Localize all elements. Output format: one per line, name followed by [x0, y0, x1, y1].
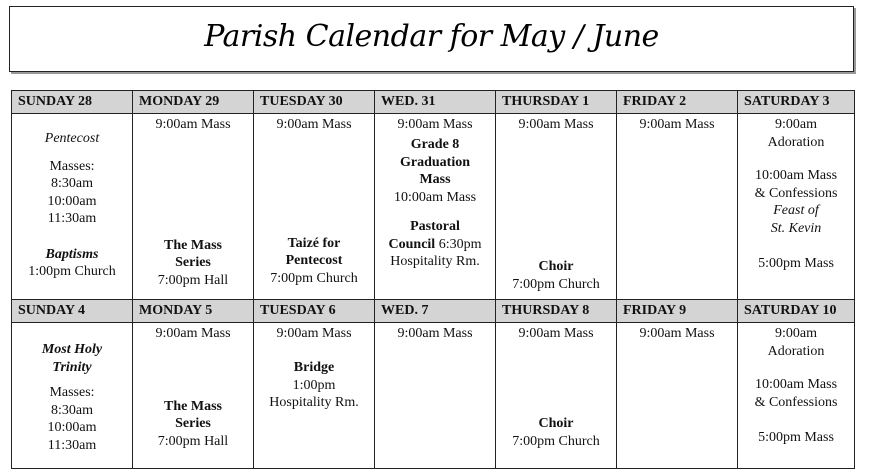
event-time: 10:00am Mass: [393, 189, 477, 205]
day-header: THURSDAY 8: [496, 300, 617, 323]
event-time: 7:00pm Church: [512, 433, 600, 449]
day-cell-saturday-3: [738, 114, 855, 300]
feast-name: Trinity: [52, 359, 92, 375]
day-header: TUESDAY 6: [254, 300, 375, 323]
confessions-label: & Confessions: [754, 394, 838, 410]
daily-mass: 9:00am Mass: [397, 117, 473, 132]
daily-mass: 9:00am Mass: [397, 326, 473, 341]
day-cell-friday-2: [617, 114, 738, 300]
confessions-label: & Confessions: [754, 185, 838, 201]
event-title: The Mass: [164, 398, 222, 414]
day-cell-sunday-28: [12, 114, 133, 300]
day-cell-tuesday-6: [254, 323, 375, 469]
daily-mass: 9:00am Mass: [518, 117, 594, 132]
event-title: Taizé for: [287, 235, 341, 251]
event-title: Series: [175, 255, 211, 270]
masses-label: Masses:: [49, 385, 95, 400]
event-time: 7:00pm Church: [270, 270, 358, 286]
day-header: FRIDAY 9: [617, 300, 738, 323]
daily-mass: 9:00am Mass: [639, 326, 715, 341]
event-time: 7:00pm Church: [512, 276, 600, 292]
event-title: Choir: [538, 416, 574, 431]
day-cell-wed-7: [375, 323, 496, 469]
event-time: 6:30pm: [435, 236, 482, 252]
day-header: SUNDAY 28: [12, 91, 133, 114]
adoration-label: Adoration: [767, 343, 825, 359]
daily-mass: 9:00am Mass: [639, 117, 715, 132]
week2-body-row: [12, 323, 855, 469]
week2-header-row: [12, 300, 855, 323]
day-cell-thursday-8: [496, 323, 617, 469]
mass-time: 10:00am Mass: [754, 377, 838, 392]
mass-time: 11:30am: [47, 437, 97, 453]
event-title: Mass: [419, 172, 451, 187]
daily-mass: 9:00am Mass: [518, 326, 594, 341]
day-header: TUESDAY 30: [254, 91, 375, 114]
baptisms-label: Baptisms: [45, 246, 99, 262]
day-cell-friday-9: [617, 323, 738, 469]
day-header: WED. 7: [375, 300, 496, 323]
week1-body-row: [12, 114, 855, 300]
event-title: Bridge: [293, 360, 335, 375]
evening-mass: 5:00pm Mass: [758, 430, 834, 445]
feast-name: Most Holy: [41, 342, 103, 357]
page-title: Parish Calendar for May / June: [204, 19, 659, 54]
adoration-label: Adoration: [767, 134, 825, 150]
mass-time: 10:00am: [47, 420, 97, 435]
day-header: SATURDAY 3: [738, 91, 855, 114]
event-time: 1:00pm: [292, 377, 336, 393]
event-title: Choir: [538, 259, 574, 274]
event-title: Series: [175, 416, 211, 431]
feast-name: Pentecost: [44, 131, 100, 146]
mass-time: 8:30am: [51, 176, 93, 191]
day-header: SATURDAY 10: [738, 300, 855, 323]
day-header: SUNDAY 4: [12, 300, 133, 323]
masses-label: Masses:: [49, 158, 95, 174]
day-header: MONDAY 5: [133, 300, 254, 323]
day-header: MONDAY 29: [133, 91, 254, 114]
daily-mass: 9:00am Mass: [276, 326, 352, 341]
daily-mass: 9:00am Mass: [155, 326, 231, 341]
mass-time: 11:30am: [47, 211, 97, 226]
mass-time: 10:00am: [47, 193, 97, 209]
adoration-time: 9:00am: [775, 117, 817, 132]
day-cell-monday-29: [133, 114, 254, 300]
event-title: Pastoral: [410, 219, 460, 234]
day-header: FRIDAY 2: [617, 91, 738, 114]
week1-header-row: [12, 91, 855, 114]
event-place: Hospitality Rm.: [390, 254, 480, 269]
adoration-time: 9:00am: [775, 326, 817, 341]
day-cell-tuesday-30: [254, 114, 375, 300]
event-title: The Mass: [164, 237, 222, 253]
event-place: Hospitality Rm.: [269, 395, 359, 410]
day-cell-wed-31: [375, 114, 496, 300]
event-title: Pentecost: [285, 253, 343, 268]
event-time: 7:00pm Hall: [157, 433, 229, 449]
event-title: Council: [388, 236, 436, 252]
mass-time: 10:00am Mass: [754, 168, 838, 183]
baptisms-time: 1:00pm Church: [28, 264, 116, 279]
day-header: THURSDAY 1: [496, 91, 617, 114]
event-title: Graduation: [399, 154, 470, 170]
day-header: WED. 31: [375, 91, 496, 114]
evening-mass: 5:00pm Mass: [758, 256, 834, 271]
event-title: Grade 8: [410, 137, 460, 152]
daily-mass: 9:00am Mass: [276, 117, 352, 132]
daily-mass: 9:00am Mass: [155, 117, 231, 132]
calendar-table: [11, 90, 855, 469]
feast-name: St. Kevin: [770, 220, 822, 236]
feast-name: Feast of: [773, 203, 819, 218]
day-cell-thursday-1: [496, 114, 617, 300]
day-cell-sunday-4: [12, 323, 133, 469]
day-cell-monday-5: [133, 323, 254, 469]
title-banner: [9, 6, 854, 72]
day-cell-saturday-10: [738, 323, 855, 469]
mass-time: 8:30am: [51, 402, 93, 418]
event-time: 7:00pm Hall: [157, 272, 229, 288]
